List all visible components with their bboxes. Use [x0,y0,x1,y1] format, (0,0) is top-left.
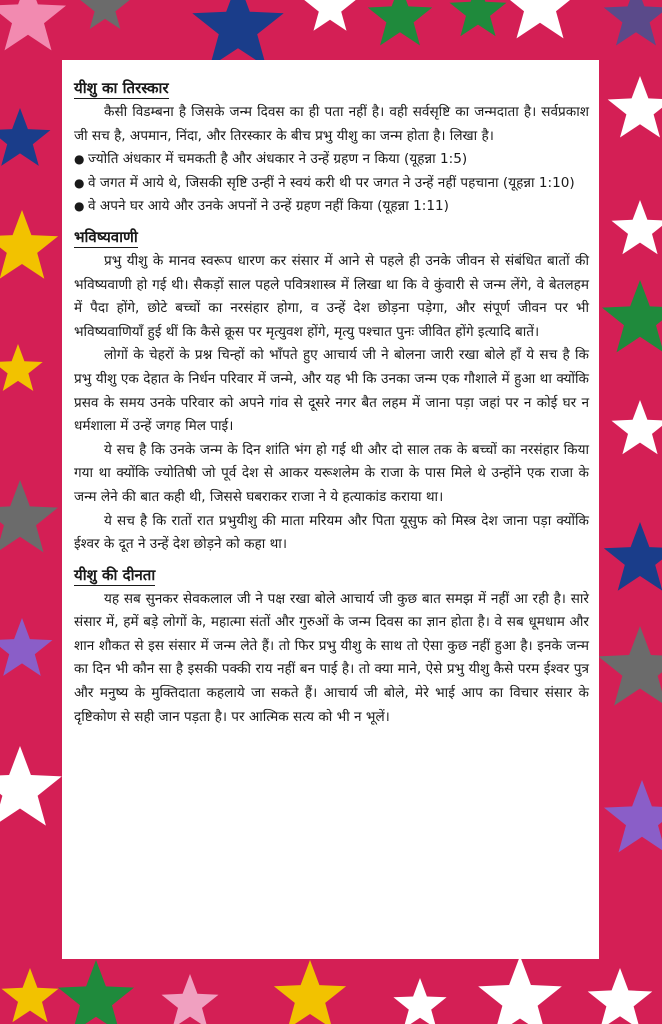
bullet-item [74,148,589,172]
bullet-text: वे जगत में आये थे, जिसकी सृष्टि उन्हीं ने स्वयं करी थी पर जगत ने उन्हें नहीं पहचाना (यूहन्ना 1:10) [88,174,575,191]
section-heading: यीशु का तिरस्कार [74,79,169,97]
paragraph: ये सच है कि उनके जन्म के दिन शांति भंग हो गई थी और दो साल तक के बच्चों का नरसंहार किया गया था क्योंकि ज्योतिषी जो पूर्व देश से आकर यरूशलेम के राजा के पास मिले थे उन्होंने एक राजा के जन्म लेने की बात कही थी, जिससे घबराकर राजा ने ये हत्याकांड कराया था। [74,441,589,505]
paragraph: लोगों के चेहरों के प्रश्न चिन्हों को भाँपते हुए आचार्य जी ने बोलना जारी रखा बोले हाँ ये सच है कि प्रभु यीशु एक देहात के निर्धन परिवार में जन्मे, और यह भी कि उनका जन्म एक गौशाले में हुआ था क्योंकि प्रसव के समय उनके परिवार को अपने गांव से दूसरे नगर बैत लहम में जाना पड़ा जहां पर न कोई घर न धर्मशाला में उन्हें जगह मिल पाई। [74,347,589,435]
paragraph: ये सच है कि रातों रात प्रभुयीशु की माता मरियम और पिता यूसुफ को मिस्त्र देश जाना पड़ा क्योंकि ईश्वर के दूत ने उन्हें देश छोड़ने को कहा था। [74,512,589,553]
paragraph: प्रभु यीशु के मानव स्वरूप धारण कर संसार में आने से पहले ही उनके जीवन से संबंधित बातों की भविष्यवाणी हो गई थी। सैकड़ों साल पहले पवित्रशास्त्र में लिखा था कि वे कुंवारी से जन्म लेंगे, वे बेतलहम में पैदा होंगे, छोटे बच्चों का नरसंहार होगा, व उन्हें देश छोड़ना पड़ेगा, और संपूर्ण जीवन पर भी भविष्यवाणियाँ हुई थीं कि कैसे क्रूस पर मृत्युवश होंगे, मृत्यु पश्चात पुनः जीवित होंगे इत्यादि बातें। [74,252,589,340]
bullet-text: वे अपने घर आये और उनके अपनों ने उन्हें ग्रहण नहीं किया (यूहन्ना 1:11) [88,198,449,215]
content-panel [62,60,599,959]
section-rejection [74,74,589,219]
paragraph: यह सब सुनकर सेवकलाल जी ने पक्ष रखा बोले आचार्य जी कुछ बात समझ में नहीं आ रही है। सारे संसार में, हमें बड़े लोगों के, महात्मा संतों और गुरुओं के जन्म दिवस का ज्ञान होता है। वे सब धूमधाम और शान शौकत से इस संसार में जन्म लेते हैं। तो फिर प्रभु यीशु के साथ तो ऐसा कुछ नहीं हुआ है। इनके जन्म का दिन भी कौन सा है इसकी पक्की राय नहीं बन पाई है। तो क्या माने, ऐसे प्रभु यीशु कैसे परम ईश्वर पुत्र और मनुष्य के मुक्तिदाता कहलाये जा सकते हैं। आचार्य जी बोले, मेरे भाई आप का विचार संसार के दृष्टिकोण से सही जान पड़ता है। पर आत्मिक सत्य को भी न भूलें। [74,590,589,725]
bullet-icon: ● [74,152,85,167]
section-heading: भविष्यवाणी [74,227,138,246]
section-humility [74,561,589,730]
section-heading: यीशु की दीनता [74,565,156,584]
bullet-icon: ● [74,175,85,190]
bullet-item [74,195,589,219]
paragraph: कैसी विडम्बना है जिसके जन्म दिवस का ही पता नहीं है। वही सर्वसृष्टि का जन्मदाता है। सर्वप्रकाश जी सच है, अपमान, निंदा, और तिरस्कार के बीच प्रभु यीशु का जन्म होता है। लिखा है। [74,104,589,144]
bullet-icon: ● [74,199,85,214]
section-prophecy [74,223,589,557]
bullet-item [74,172,589,196]
bullet-text: ज्योति अंधकार में चमकती है और अंधकार ने उन्हें ग्रहण न किया (यूहन्ना 1:5) [88,151,468,168]
